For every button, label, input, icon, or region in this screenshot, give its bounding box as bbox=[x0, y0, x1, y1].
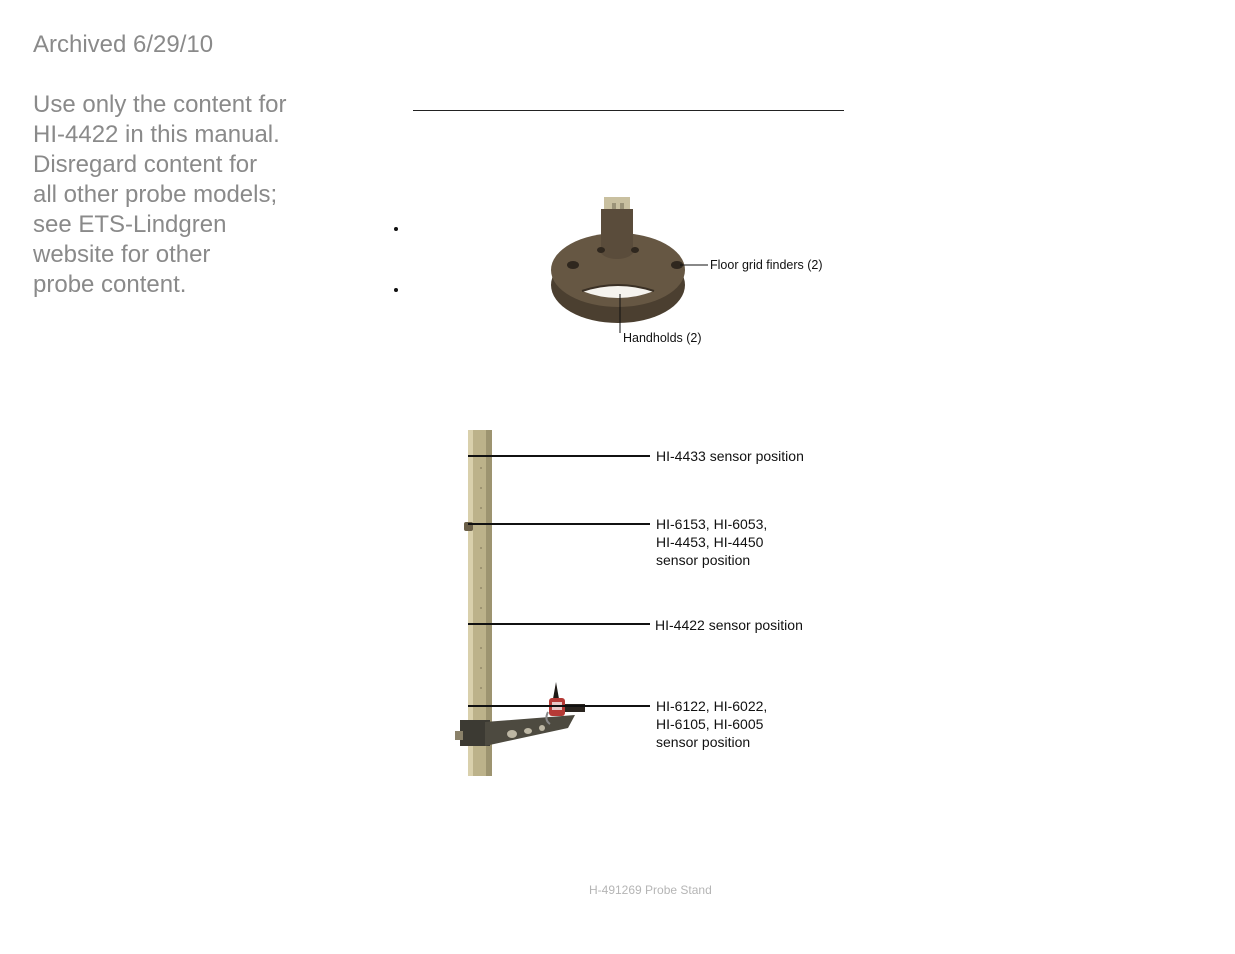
callout-hi-4422 bbox=[655, 616, 803, 634]
section-divider bbox=[413, 110, 844, 111]
bullet-point bbox=[394, 288, 398, 292]
callout-line: sensor position bbox=[656, 552, 751, 568]
page-footer: H-491269 Probe Stand bbox=[589, 883, 712, 897]
callout-floor-grid-finders: Floor grid finders (2) bbox=[710, 258, 823, 272]
probe-stand-base-illustration bbox=[540, 195, 720, 335]
archive-note-line: Disregard content for bbox=[33, 151, 258, 178]
callout-line: HI-4433 sensor position bbox=[656, 448, 804, 464]
callout-line: HI-6105, HI-6005 bbox=[656, 716, 764, 732]
archive-note-line: HI-4422 in this manual. bbox=[33, 121, 280, 148]
callout-hi-6153-group bbox=[656, 515, 767, 569]
probe-mast-illustration bbox=[450, 428, 655, 778]
archive-date: Archived 6/29/10 bbox=[33, 31, 214, 58]
archive-note-line: all other probe models; bbox=[33, 181, 278, 208]
callout-line: HI-4422 sensor position bbox=[655, 617, 803, 633]
archive-note bbox=[33, 30, 333, 300]
archive-note-line: Use only the content for bbox=[33, 91, 287, 118]
archive-note-line: website for other bbox=[33, 241, 211, 268]
callout-hi-4433 bbox=[656, 447, 804, 465]
callout-handholds: Handholds (2) bbox=[623, 331, 702, 345]
callout-line: sensor position bbox=[656, 734, 751, 750]
callout-line: HI-6153, HI-6053, bbox=[656, 516, 768, 532]
archive-note-line: probe content. bbox=[33, 271, 187, 298]
callout-line: HI-6122, HI-6022, bbox=[656, 698, 768, 714]
callout-hi-6122-group bbox=[656, 697, 767, 751]
callout-line: HI-4453, HI-4450 bbox=[656, 534, 764, 550]
archive-note-line: see ETS-Lindgren bbox=[33, 211, 227, 238]
bullet-point bbox=[394, 227, 398, 231]
